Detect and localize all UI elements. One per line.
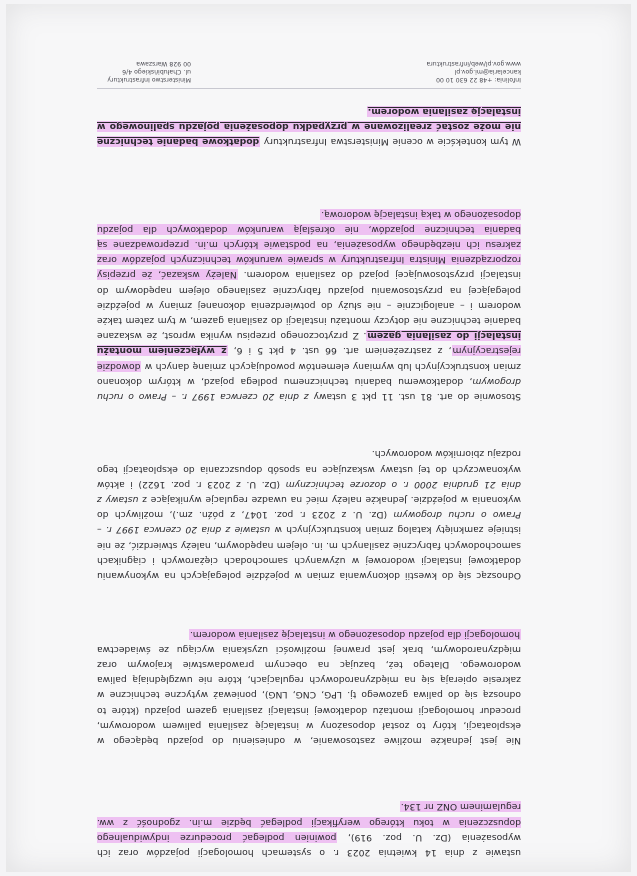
footer-email: kancelaria@mi.gov.pl [454,67,521,75]
p4-highlight-1: dowodzie rejestracyjnym [97,345,521,372]
p4-highlight-bold: z wyłączeniem montażu instalacji do zasilania gazem [97,330,521,357]
footer-divider [97,88,521,89]
paragraph-1 [97,799,521,860]
p3-text-c: (Dz. U. z 2023 r. poz. 1622) i aktów wykonawczych do tej ustawy wskazujące na sposób dopuszczania do eksploatacji tego rodzaju zbiorników wodorowych. [97,448,521,490]
p2-highlight: homologacji dla pojazdu doposażonego w instalację zasilania wodorem. [189,628,520,640]
p4-text-d: . Z przytoczonego przepisu wynika wprost, że wskazane badanie techniczne nie dotyczy montażu instalacji do zasilania gazem, w tym zatem także wodorem i – analogicznie – nie służy do potwierdzenia dokonanej zmiany w pojeździe polegającej na przystosowaniu pojazdu fabrycznie zasilanego olejem napędowym do instalacji przystosowującej pojazd do zasilania wodorem. [97,269,521,342]
paragraph-2 [97,626,521,748]
p3-italic-2: ustawy z dnia 21 grudnia 2000 r. o dozorze technicznym [97,478,521,505]
footer-phone: Infolinia: +48 22 630 10 00 [436,76,521,83]
p2-text: Nie jest jednakże możliwe zastosowanie, w odniesieniu do pojazdu będącego w eksploatacji, który to został doposażony w instalację zasilania paliwem wodorowym, procedur homologacji montażu dodatkowej instalacji zasilania gazem pojazdu (które to odnoszą się do paliwa gazowego tj. LPG, CNG, LNG), ponieważ wytyczne techniczne w zakresie opierają się na międzynarodowych regulacjach, które nie uwzględniają paliwa wodorowego. Dlatego też, bazując na obecnym prawodawstwie krajowym oraz międzynarodowym, brak jest prawnej możliwości uzyskania wyciągu ze świadectwa [97,643,521,746]
p5-text: W tym kontekście w ocenie Ministerstwa Infrastruktury [260,136,521,147]
p3-text-b: (Dz. U. z 2023 r. poz. 1047, z późn. zm.), możliwych do wykonania w pojeździe. Jednakże należy mieć na uwadze regulacje wynikające z [97,493,521,521]
p4-text-c: , z zastrzeżeniem art. 66 ust. 4 pkt 5 i 6, [227,345,452,357]
p4-text-b: , dodatkowemu badaniu technicznemu podlega pojazd, w którym dokonano zmian konstrukcyjnych lub wymiany elementów powodujących zmianę danych w [97,360,521,387]
footer-ministry [71,58,191,83]
footer-website: www.gov.pl/web/infrastruktura [426,59,521,67]
p1-highlight: powinien podlegać procedurze indywidualnego dopuszczenia w toku którego weryfikacji podlegać będzie m.in. zgodność z ww. regulaminem ONZ nr 134. [97,801,521,843]
footer-address [371,58,521,83]
p4-text-a: Stosownie do art. 81 ust. 11 pkt 3 ustawy [308,391,521,402]
page-footer [97,43,521,83]
p5-highlight-bold: dodatkowe badanie techniczne nie może zostać zrealizowane w przypadku doposażenia pojazdu spalinowego w instalację zasilania wodorem. [97,105,521,147]
paragraph-3 [97,446,521,583]
paragraph-4 [97,206,521,404]
p3-text-a: Odnosząc się do kwestii dokonywania zmian w pojeździe polegających na wykonywaniu dodatkowej instalacji wodorowej w używanych samochodach ciężarowych i ciągnikach samochodowych fabrycznie zasilanych m. in. olejem napędowym, należy stwierdzić, że nie istnieje zamknięty katalog zmian konstrukcyjnych w [97,524,521,581]
p4-italic-1: z dnia 20 czerwca 1997 r. – Prawo o ruchu drogowym [97,375,521,402]
paper-sheet [6,4,631,872]
footer-ministry-name: Ministerstwo Infrastruktury [107,76,191,83]
p4-highlight-2: Należy wskazać, że przepisy rozporządzenia Ministra Infrastruktury w sprawie warunków technicznych pojazdów oraz zakresu ich niezbędnego wyposażenia, na podstawie których m.in. przeprowadzane są badania techniczne pojazdów, nie określają warunków dodatkowych dla pojazdu doposażonego w taką instalację wodorową. [97,208,521,281]
paragraph-5 [97,103,521,149]
footer-street: ul. Chałubińskiego 4/6 [122,67,191,75]
p1-text: ustawie z dnia 14 kwietnia 2023 r. o systemach homologacji pojazdów oraz ich wyposażenia (Dz. U. poz. 919), [97,831,521,858]
footer-city: 00 928 Warszawa [136,59,191,67]
p3-italic-1: ustawie z dnia 20 czerwca 1997 r. – Prawo o ruchu drogowym [97,509,521,536]
